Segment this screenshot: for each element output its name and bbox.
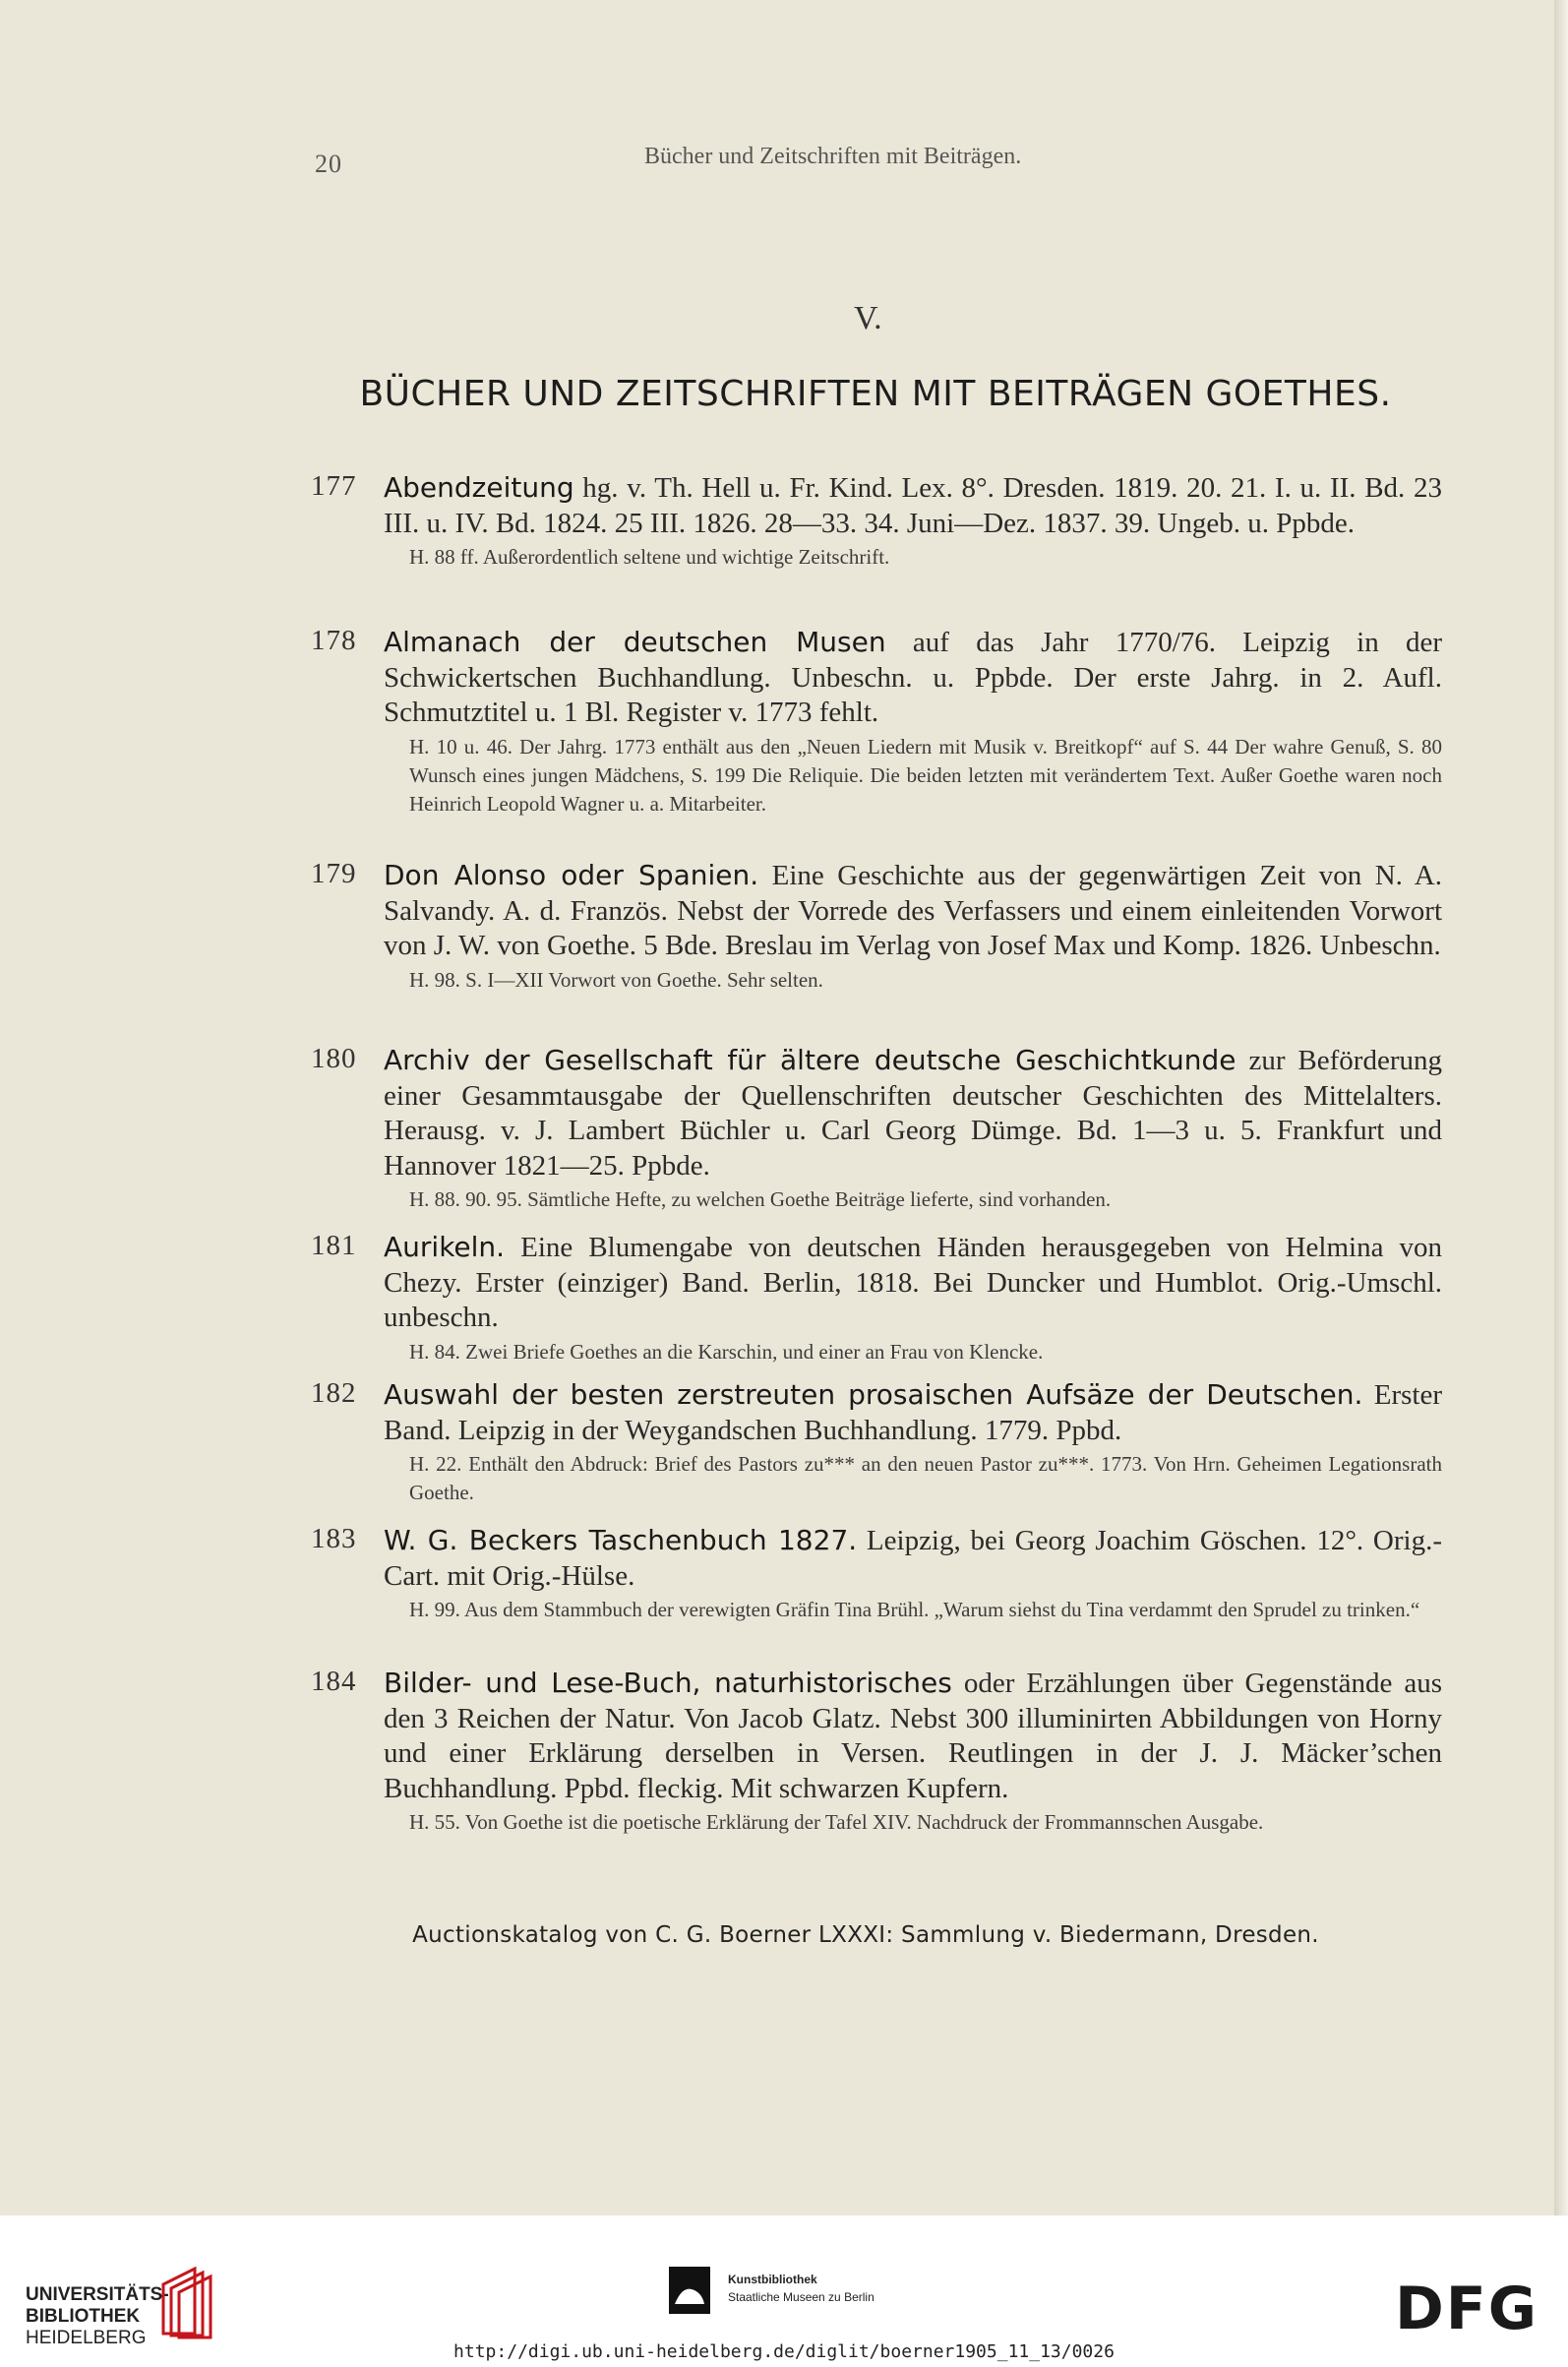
catalog-entry: [311, 1377, 1442, 1507]
entry-text: auf das Jahr 1770/76. Leipzig in der Schwickertschen Buchhandlung. Unbeschn. u. Ppbde. Der erste Jahrg. in 2. Aufl. Schmutztitel u. 1 Bl. Register v. 1773 fehlt.: [384, 627, 1443, 728]
running-title: Bücher und Zeitschriften mit Beiträgen.: [644, 144, 1022, 169]
kunstbibliothek-logo-text[interactable]: [728, 2271, 874, 2306]
entry-body: [384, 625, 1442, 731]
entry-number: 180: [311, 1043, 357, 1074]
permalink-url[interactable]: http://digi.ub.uni-heidelberg.de/diglit/boerner1905_11_13/0026: [453, 2341, 1115, 2362]
entry-number: 178: [311, 625, 357, 656]
entry-heading: Bilder- und Lese-Buch, naturhistorisches: [384, 1667, 952, 1699]
entry-note: H. 10 u. 46. Der Jahrg. 1773 enthält aus den „Neuen Liedern mit Musik v. Breitkopf“ auf S. 44 Der wahre Genuß, S. 80 Wunsch eines jungen Mädchens, S. 199 Die Reliquie. Die beiden letzten mit verändertem Text. Außer Goethe waren noch Heinrich Leopold Wagner u. a. Mitarbeiter.: [409, 734, 1442, 816]
entry-body: [384, 1043, 1442, 1184]
catalog-entry: [311, 1523, 1442, 1624]
entry-number: 182: [311, 1377, 357, 1409]
page-number: 20: [315, 150, 342, 178]
entry-heading: Aurikeln.: [384, 1231, 506, 1263]
entry-text: Eine Blumengabe von deutschen Händen herausgegeben von Helmina von Chezy. Erster (einziger) Band. Berlin, 1818. Bei Duncker und Humblot. Orig.-Umschl. unbeschn.: [384, 1232, 1442, 1333]
entry-body: [384, 1230, 1442, 1336]
entry-number: 184: [311, 1666, 357, 1697]
entry-body: [384, 1523, 1442, 1594]
entry-text: oder Erzählungen über Gegenstände aus den 3 Reichen der Natur. Von Jacob Glatz. Nebst 300 illuminirten Abbildungen von Horny und einer Erklärung derselben in Versen. Reutlingen in der J. J. Mäcker’schen Buchhandlung. Ppbd. fleckig. Mit schwarzen Kupfern.: [384, 1668, 1443, 1804]
entry-text: zur Beförderung einer Gesammtausgabe der Quellenschriften deutscher Geschichten des Mittelalters. Herausg. v. J. Lambert Büchler u. Carl Georg Dümge. Bd. 1—3 u. 5. Frankfurt und Hannover 1821—25. Ppbde.: [384, 1045, 1442, 1182]
entry-number: 183: [311, 1523, 357, 1554]
entry-heading: Archiv der Gesellschaft für ältere deutsche Geschichtkunde: [384, 1044, 1236, 1076]
entry-note: H. 99. Aus dem Stammbuch der verewigten Gräfin Tina Brühl. „Warum siehst du Tina verdammt den Sprudel zu trinken.“: [409, 1598, 1420, 1621]
ub-line-3: HEIDELBERG: [26, 2328, 147, 2348]
entry-note: H. 98. S. I—XII Vorwort von Goethe. Sehr selten.: [409, 967, 823, 992]
entry-text: Erster Band. Leipzig in der Weygandschen Buchhandlung. 1779. Ppbd.: [384, 1379, 1442, 1446]
ub-line-1: UNIVERSITÄTS-: [26, 2284, 169, 2305]
ub-heidelberg-logo-icon: [157, 2265, 216, 2339]
page-edge: [1554, 0, 1568, 2215]
entry-heading: W. G. Beckers Taschenbuch 1827.: [384, 1524, 858, 1556]
catalog-entry: [311, 1230, 1442, 1366]
entry-body: [384, 1666, 1442, 1806]
entry-heading: Almanach der deutschen Musen: [384, 626, 886, 658]
entry-note: H. 22. Enthält den Abdruck: Brief des Pastors zu*** an den neuen Pastor zu***. 1773. Von Hrn. Geheimen Legationsrath Goethe.: [409, 1452, 1442, 1504]
entry-text: hg. v. Th. Hell u. Fr. Kind. Lex. 8°. Dresden. 1819. 20. 21. I. u. II. Bd. 23 III. u. IV. Bd. 1824. 25 III. 1826. 28—33. 34. Juni—Dez. 1837. 39. Ungeb. u. Ppbde.: [384, 472, 1442, 539]
entry-number: 181: [311, 1230, 357, 1261]
catalog-entry: [311, 1043, 1442, 1214]
entry-body: [384, 470, 1442, 541]
kb-line-1: Kunstbibliothek: [728, 2273, 817, 2286]
entry-heading: Don Alonso oder Spanien.: [384, 859, 759, 891]
entry-text: Leipzig, bei Georg Joachim Göschen. 12°. Orig.-Cart. mit Orig.-Hülse.: [384, 1525, 1442, 1592]
kb-line-2: Staatliche Museen zu Berlin: [728, 2290, 874, 2304]
entry-heading: Auswahl der besten zerstreuten prosaischen Aufsäze der Deutschen.: [384, 1378, 1363, 1411]
catalog-entry: [311, 470, 1442, 572]
kunstbibliothek-logo-icon: [669, 2267, 710, 2314]
entry-note: H. 84. Zwei Briefe Goethes an die Karschin, und einer an Frau von Klencke.: [409, 1339, 1044, 1364]
entry-body: [384, 1377, 1442, 1448]
entry-heading: Abendzeitung: [384, 471, 574, 504]
dfg-logo[interactable]: DFG: [1395, 2275, 1539, 2343]
entry-number: 177: [311, 470, 357, 502]
entry-note: H. 55. Von Goethe ist die poetische Erklärung der Tafel XIV. Nachdruck der Frommannschen Ausgabe.: [409, 1810, 1264, 1834]
entry-text: Eine Geschichte aus der gegenwärtigen Zeit von N. A. Salvandy. A. d. Französ. Nebst der Vorrede des Verfassers und einem einleitenden Vorwort von J. W. von Goethe. 5 Bde. Breslau im Verlag von Josef Max und Komp. 1826. Unbeschn.: [384, 860, 1442, 961]
catalog-entry: [311, 858, 1442, 995]
ub-heidelberg-logo-text[interactable]: [26, 2284, 169, 2349]
section-number: V.: [854, 300, 882, 336]
section-title: BÜCHER UND ZEITSCHRIFTEN MIT BEITRÄGEN GOETHES.: [359, 374, 1392, 414]
entry-number: 179: [311, 858, 357, 889]
entry-note: H. 88 ff. Außerordentlich seltene und wichtige Zeitschrift.: [409, 545, 890, 569]
catalog-entry: [311, 1666, 1442, 1837]
catalog-entry: [311, 625, 1442, 819]
catalog-footer: Auctionskatalog von C. G. Boerner LXXXI: Sammlung v. Biedermann, Dresden.: [412, 1922, 1319, 1948]
ub-line-2: BIBLIOTHEK: [26, 2306, 141, 2327]
entry-body: [384, 858, 1442, 964]
entry-note: H. 88. 90. 95. Sämtliche Hefte, zu welchen Goethe Beiträge lieferte, sind vorhanden.: [409, 1187, 1112, 1211]
